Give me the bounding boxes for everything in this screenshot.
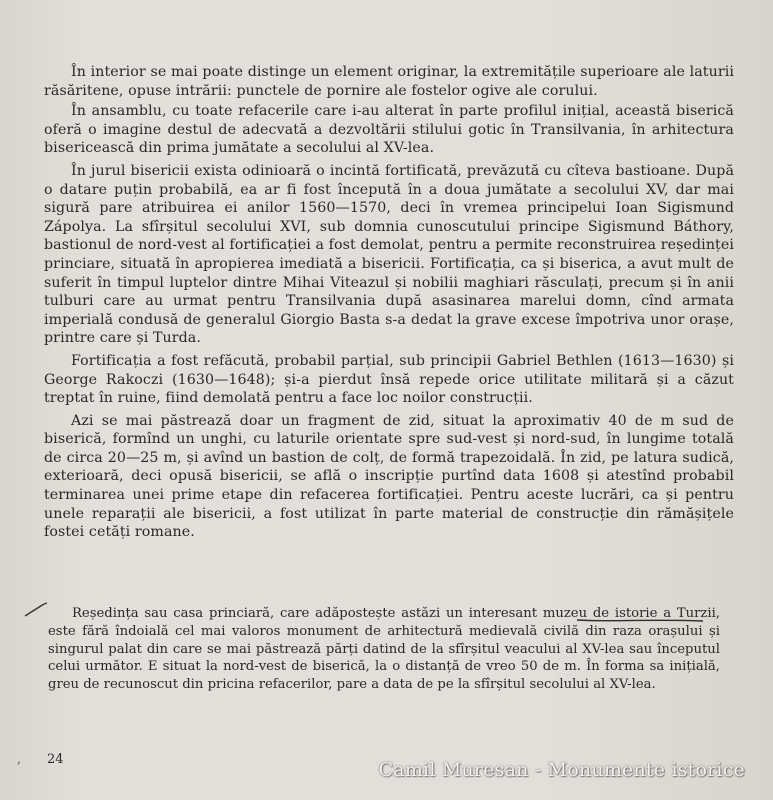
paragraph-3: În jurul bisericii exista odinioară o incintă fortificată, prevăzută cu cîteva bastioane. După o datare puțin probabilă, ea ar fi fost începută în a doua jumătate a secolului XV, dar mai sigură pare atribuirea ei anilor 1560—1570, deci în vremea principelui Ioan Sigismund Zápolya. La sfîrșitul secolului XVI, sub domnia cunoscutului principe Sigismund Báthory, bastionul de nord-vest al fortificației a fost demolat, pentru a permite reconstruirea reședinței princiare, situată în apropierea imediată a bisericii. Fortificația, ca și biserica, a avut mult de suferit în timpul luptelor dintre Mihai Viteazul și nobilii maghiari răsculați, precum și în anii tulburi care au urmat pentru Transilvania după asasinarea marelui domn, cînd armata imperială condusă de generalul Giorgio Basta s-a dedat la grave excese împotriva unor orașe, printre care și Turda. — [44, 162, 734, 347]
page-number: 24 — [47, 752, 64, 767]
handwritten-underline — [576, 617, 704, 625]
pen-annotation-mark — [22, 598, 50, 620]
watermark-text: Camil Muresan - Monumente istorice — [378, 759, 745, 781]
paragraph-2: În ansamblu, cu toate refacerile care i-au alterat în parte profilul inițial, această biserică oferă o imagine destul de adecvată a dezvoltării stilului gotic în Transilvania, în arhitectura bisericească din prima jumătate a secolului al XV-lea. — [44, 103, 734, 157]
paragraph-1: În interior se mai poate distinge un element originar, la extremitățile superioare ale laturii răsăritene, opuse intrării: punctele de pornire ale fostelor ogive ale corului. — [44, 64, 734, 99]
paragraph-4: Fortificația a fost refăcută, probabil parțial, sub principii Gabriel Bethlen (1613—1630) și George Rakoczi (1630—1648); și-a pierdut însă repede orice utilitate militară și a căzut treptat în ruine, fiind demolată pentru a face loc noilor construcții. — [44, 352, 734, 407]
footnote-paragraph: Reședința sau casa princiară, care adăpostește astăzi un interesant muzeu de istorie a Turzii, este fără îndoială cel mai valoros monument de arhitectură medievală civilă din raza orașului și singurul palat din care se mai păstrează părți datind de la sfîrșitul veacului al XV-lea sau începutul celui următor. E situat la nord-vest de biserică, la o distanță de vreo 50 de m. În forma sa inițială, greu de recunoscut din pricina refacerilor, pare a data de pe la sfîrșitul secolului al XV-lea. — [48, 606, 720, 693]
body-text — [44, 63, 734, 546]
margin-mark: , — [17, 752, 22, 767]
paragraph-5: Azi se mai păstrează doar un fragment de zid, situat la aproximativ 40 de m sud de biserică, formînd un unghi, cu laturile orientate spre sud-vest și nord-sud, în lungime totală de circa 20—25 m, și avînd un bastion de colț, de formă trapezoidală. În zid, pe latura sudică, exterioară, deci opusă bisericii, se află o inscripție purtînd data 1608 și atestînd probabil terminarea unei prime etape din refacerea fortificației. Pentru aceste lucrări, ca și pentru unele reparații ale bisericii, a fost utilizat în parte material de construcție din rămășițele fostei cetăți romane. — [44, 412, 734, 541]
